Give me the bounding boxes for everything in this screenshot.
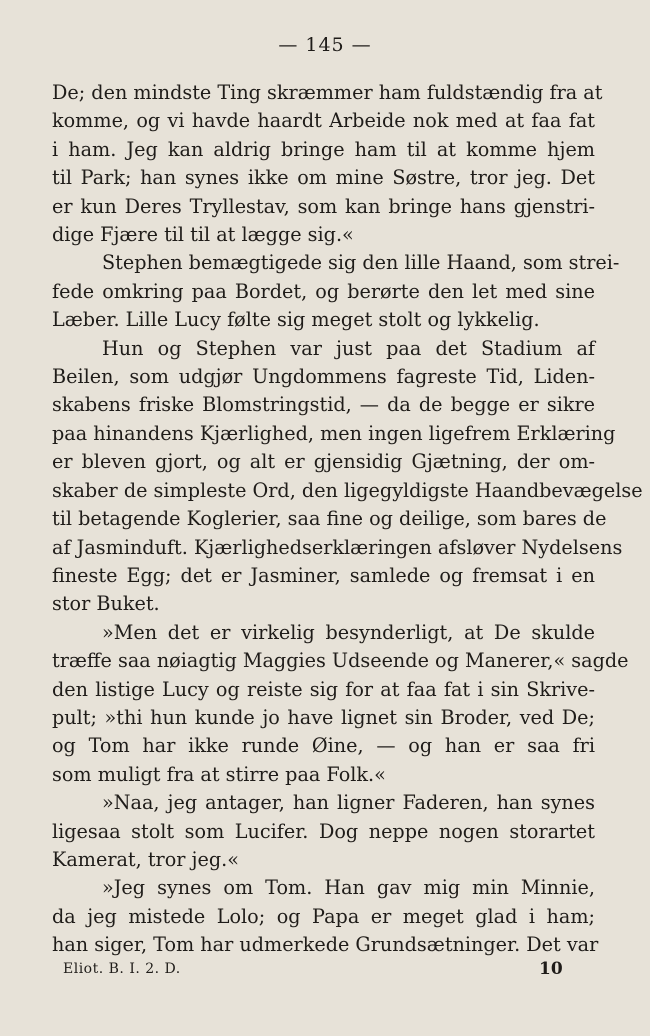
- text-line: er bleven gjort, og alt er gjensidig Gjætning, der om-: [52, 450, 595, 474]
- text-line: Stephen bemægtigede sig den lille Haand, som strei-: [102, 251, 620, 275]
- paragraph: [52, 874, 599, 959]
- page-number: — 145 —: [278, 34, 372, 56]
- text-line: som muligt fra at stirre paa Folk.«: [52, 762, 386, 786]
- text-line: træffe saa nøiagtig Maggies Udseende og Manerer,« sagde: [52, 649, 629, 673]
- text-line: Hun og Stephen var just paa det Stadium af: [102, 336, 595, 360]
- paragraph: [52, 789, 595, 874]
- text-line: »Men det er virkelig besynderligt, at De skulde: [102, 620, 595, 644]
- page-body: [52, 79, 643, 960]
- text-line: dige Fjære til til at lægge sig.«: [52, 223, 354, 247]
- paragraph: [52, 619, 629, 789]
- text-line: paa hinandens Kjærlighed, men ingen ligefrem Erklæring: [52, 421, 616, 445]
- text-line: skaber de simpleste Ord, den ligegyldigste Haandbevægelse: [52, 478, 643, 502]
- text-line: er kun Deres Tryllestav, som kan bringe hans gjenstri-: [52, 194, 595, 218]
- text-line: Læber. Lille Lucy følte sig meget stolt og lykkelig.: [52, 308, 540, 332]
- paragraph: [52, 335, 643, 619]
- text-line: fede omkring paa Bordet, og berørte den let med sine: [52, 279, 595, 303]
- text-line: komme, og vi havde haardt Arbeide nok med at faa fat: [52, 109, 595, 133]
- text-line: den listige Lucy og reiste sig for at faa fat i sin Skrive-: [52, 677, 595, 701]
- text-line: »Naa, jeg antager, han ligner Faderen, han synes: [102, 791, 595, 815]
- text-line: skabens friske Blomstringstid, — da de begge er sikre: [52, 393, 595, 417]
- text-line: fineste Egg; det er Jasminer, samlede og fremsat i en: [52, 563, 595, 587]
- text-line: De; den mindste Ting skræmmer ham fuldstændig fra at: [52, 81, 603, 104]
- text-line: ligesaa stolt som Lucifer. Dog neppe nogen storartet: [52, 819, 595, 843]
- paragraph: [52, 249, 620, 334]
- printer-signature: Eliot. B. I. 2. D.: [63, 961, 181, 977]
- text-line: Kamerat, tror jeg.«: [52, 847, 239, 871]
- text-line: af Jasminduft. Kjærlighedserklæringen afsløver Nydelsens: [52, 535, 623, 559]
- text-line: da jeg mistede Lolo; og Papa er meget glad i ham;: [52, 904, 595, 928]
- text-line: til betagende Koglerier, saa fine og deilige, som bares de: [52, 507, 607, 531]
- text-line: pult; »thi hun kunde jo have lignet sin Broder, ved De;: [52, 705, 595, 729]
- sheet-number: 10: [539, 959, 563, 979]
- text-line: Beilen, som udgjør Ungdommens fagreste Tid, Liden-: [52, 365, 595, 389]
- text-line: »Jeg synes om Tom. Han gav mig min Minnie,: [102, 876, 595, 900]
- text-line: og Tom har ikke runde Øine, — og han er saa fri: [52, 734, 595, 758]
- text-line: stor Buket.: [52, 592, 160, 616]
- text-line: til Park; han synes ikke om mine Søstre, tror jeg. Det: [52, 166, 595, 190]
- paragraph: [52, 79, 603, 249]
- text-line: i ham. Jeg kan aldrig bringe ham til at komme hjem: [52, 137, 595, 161]
- text-line: han siger, Tom har udmerkede Grundsætninger. Det var: [52, 933, 599, 957]
